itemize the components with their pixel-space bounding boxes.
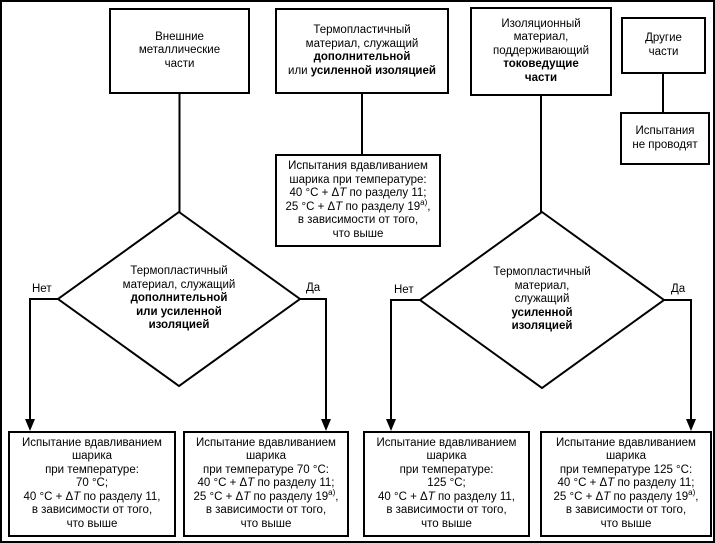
- text-segment: 25 °C + Δ: [285, 200, 336, 213]
- arrowhead-no-2: [386, 419, 396, 431]
- text-line: служащий: [514, 293, 570, 305]
- text-line: поддерживающий: [492, 44, 589, 57]
- text-line: металлические: [138, 44, 221, 57]
- branch-label-no: Нет: [32, 283, 52, 295]
- branch-yes-2: [664, 300, 691, 421]
- delta-t-italic: T: [335, 200, 343, 213]
- node-ball-pressure-midtest: [275, 154, 441, 247]
- text-line: при температуре 125 °C:: [559, 463, 693, 476]
- text-segment: ,: [695, 490, 699, 503]
- text-line: при температуре 70 °C:: [203, 463, 329, 476]
- text-line: дополнительной: [130, 292, 228, 304]
- text-line: [365, 491, 528, 505]
- text-line: Испытания: [635, 125, 695, 137]
- branch-no-1: [30, 299, 58, 421]
- text-segment-bold: усиленной изоляцией: [310, 64, 436, 77]
- text-line: Испытание вдавливанием: [556, 436, 696, 449]
- text-line: Испытание вдавливанием: [376, 436, 517, 449]
- text-segment: по разделу 11;: [614, 477, 695, 490]
- text-line: [185, 477, 347, 491]
- arrowhead-yes-2: [686, 419, 696, 431]
- text-line: в зависимости от того,: [565, 504, 687, 517]
- text-line: Испытание вдавливанием: [22, 436, 162, 449]
- text-segment: 25 °C + Δ: [553, 490, 604, 503]
- text-segment: по разделу 11,: [80, 490, 161, 503]
- node-other-parts: [621, 17, 706, 74]
- text-line: Термопластичный: [493, 266, 591, 278]
- text-segment: по разделу 19: [342, 200, 421, 213]
- text-segment: 40 °C + Δ: [378, 490, 428, 503]
- text-line: части: [164, 57, 195, 70]
- text-line: [277, 197, 439, 215]
- node-no-tests: [620, 112, 710, 165]
- branch-label-no: Нет: [394, 284, 414, 296]
- node-test-70-reinforced: [183, 431, 349, 537]
- text-segment: 40 °C + Δ: [23, 490, 74, 503]
- branch-no-2: [391, 300, 420, 421]
- text-line: в зависимости от того,: [31, 504, 153, 517]
- text-line: [10, 491, 174, 505]
- decision-text-reinforced: [462, 266, 622, 334]
- text-segment: 40 °C + Δ: [197, 477, 248, 490]
- text-line: в зависимости от того,: [297, 214, 419, 226]
- text-line: что выше: [240, 517, 292, 530]
- text-line: что выше: [66, 517, 118, 530]
- text-segment: 25 °C + Δ: [193, 490, 244, 503]
- node-thermoplastic-supplementary-reinforced: [275, 8, 449, 94]
- branch-label-yes: Да: [306, 282, 321, 294]
- text-segment: ,: [335, 490, 339, 503]
- text-line: токоведущие: [503, 58, 579, 71]
- text-segment: по разделу 11;: [254, 477, 335, 490]
- text-line: Испытания вдавливанием: [288, 160, 428, 172]
- text-line: что выше: [600, 517, 652, 530]
- text-segment: 40 °C + Δ: [289, 187, 340, 199]
- text-segment: по разделу 11;: [346, 187, 427, 199]
- arrowhead-yes-1: [321, 419, 331, 431]
- text-line: изоляцией: [148, 319, 210, 331]
- text-line: 125 °C;: [427, 477, 466, 490]
- text-segment: 40 °C + Δ: [557, 477, 608, 490]
- text-line: шарика при температуре:: [289, 173, 427, 186]
- text-line: Другие: [645, 32, 682, 44]
- node-test-70-supplementary: [8, 431, 176, 537]
- node-test-125-supplementary: [363, 431, 530, 537]
- node-test-125-reinforced: [540, 431, 712, 537]
- footnote-sup: а): [420, 197, 428, 207]
- text-line: части: [648, 45, 679, 58]
- text-line: [542, 487, 710, 505]
- text-line: Термопластичный: [130, 265, 228, 277]
- text-segment: или: [288, 64, 311, 77]
- text-line: в зависимости от того,: [205, 504, 327, 517]
- text-line: изоляцией: [511, 320, 573, 332]
- branch-yes-1: [300, 299, 326, 421]
- text-line: что выше: [332, 227, 384, 240]
- text-line: при температуре:: [45, 463, 139, 476]
- text-line: шарика: [605, 450, 647, 463]
- delta-t-italic: T: [73, 490, 81, 503]
- text-line: шарика: [245, 450, 287, 463]
- arrowhead-no-1: [25, 419, 35, 431]
- delta-t-italic: T: [339, 187, 347, 199]
- text-line: при температуре:: [399, 463, 494, 476]
- text-segment: ,: [427, 200, 431, 213]
- text-line: усиленной: [511, 306, 573, 319]
- decision-text-supplementary-reinforced: [99, 265, 259, 333]
- text-line: части: [524, 71, 558, 84]
- text-line: Изоляционный: [501, 17, 581, 30]
- text-segment: по разделу 11,: [434, 490, 515, 503]
- text-line: [277, 187, 439, 201]
- delta-t-italic: T: [607, 477, 615, 490]
- branch-label-yes: Да: [671, 283, 686, 295]
- delta-t-italic: T: [247, 477, 255, 490]
- text-line: или усиленной: [136, 305, 222, 318]
- text-line: [542, 477, 710, 491]
- text-line: 70 °C;: [75, 477, 109, 490]
- text-line: Термопластичный: [313, 24, 411, 36]
- node-insulating-material-live-parts: [470, 7, 612, 96]
- text-line: шарика: [426, 450, 467, 463]
- text-line: [185, 487, 347, 505]
- text-line: Внешние: [155, 30, 204, 43]
- delta-t-italic: T: [603, 490, 611, 503]
- text-line: дополнительной: [313, 51, 411, 63]
- text-line: в зависимости от того,: [386, 504, 507, 517]
- text-line: [277, 65, 447, 79]
- text-line: материал,: [513, 31, 569, 44]
- text-line: шарика: [71, 450, 113, 463]
- node-external-metal-parts: [109, 8, 250, 94]
- text-line: не проводят: [632, 138, 698, 151]
- text-line: материал,: [514, 279, 570, 292]
- delta-t-italic: T: [243, 490, 251, 503]
- footnote-sup: а): [688, 487, 696, 497]
- text-line: Испытание вдавливанием: [196, 436, 336, 449]
- text-line: материал, служащий: [122, 278, 236, 291]
- text-line: что выше: [421, 517, 472, 530]
- footnote-sup: а): [328, 487, 336, 497]
- text-line: материал, служащий: [305, 37, 419, 50]
- text-segment: по разделу 19: [610, 490, 689, 503]
- text-segment: по разделу 19: [250, 490, 329, 503]
- delta-t-italic: T: [427, 490, 435, 503]
